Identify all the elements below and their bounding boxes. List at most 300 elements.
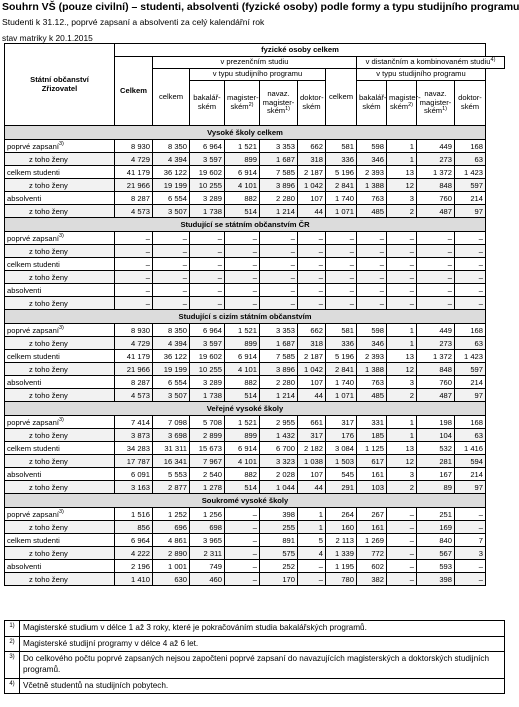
table-cell: 169 — [417, 521, 455, 534]
table-row — [5, 297, 505, 310]
table-cell: 760 — [417, 376, 455, 389]
table-cell: 7 — [455, 534, 486, 547]
row-label: celkem studenti — [5, 442, 115, 455]
table-cell: 4 101 — [225, 363, 260, 376]
table-row — [5, 205, 505, 218]
table-cell: 449 — [417, 140, 455, 153]
row-label: poprvé zapsaní$^{3)}$ — [5, 416, 115, 429]
table-row — [5, 284, 505, 297]
table-row — [5, 153, 505, 166]
table-cell: 264 — [326, 508, 357, 521]
table-cell: – — [225, 245, 260, 258]
table-cell: 2 — [387, 205, 417, 218]
table-cell: 1 252 — [153, 508, 190, 521]
row-label: celkem studenti — [5, 534, 115, 547]
table-cell: – — [260, 284, 298, 297]
table-cell: 1 388 — [357, 363, 387, 376]
table-cell: 2 187 — [298, 350, 326, 363]
table-cell: 4 573 — [115, 205, 153, 218]
table-cell: 3 084 — [326, 442, 357, 455]
table-cell: – — [326, 297, 357, 310]
row-label: celkem studenti — [5, 258, 115, 271]
table-cell: 3 896 — [260, 179, 298, 192]
table-cell: 19 199 — [153, 363, 190, 376]
table-cell: 581 — [326, 140, 357, 153]
table-cell: 318 — [298, 337, 326, 350]
table-cell: – — [326, 284, 357, 297]
header-col-distancni-3: navaz. magister-ském$^{1)}$ — [417, 81, 455, 126]
table-cell: 760 — [417, 192, 455, 205]
table-cell: 3 965 — [190, 534, 225, 547]
row-label: z toho ženy — [5, 297, 115, 310]
table-cell: 4 394 — [153, 337, 190, 350]
table-cell: 44 — [298, 481, 326, 494]
table-cell: – — [225, 560, 260, 573]
table-cell: 514 — [225, 481, 260, 494]
header-fyzicke-osoby: fyzické osoby celkem — [115, 44, 486, 57]
table-cell: 3 353 — [260, 140, 298, 153]
table-cell: 1 516 — [115, 508, 153, 521]
table-cell: 6 554 — [153, 376, 190, 389]
table-row — [5, 350, 505, 363]
table-cell: – — [417, 232, 455, 245]
table-cell: 7 414 — [115, 416, 153, 429]
table-cell: 185 — [357, 429, 387, 442]
table-cell: 336 — [326, 337, 357, 350]
table-row — [5, 271, 505, 284]
table-cell: 41 179 — [115, 350, 153, 363]
row-label: poprvé zapsaní$^{3)}$ — [5, 324, 115, 337]
table-cell: 7 585 — [260, 166, 298, 179]
table-cell: 1 — [387, 140, 417, 153]
table-cell: – — [455, 271, 486, 284]
table-cell: 696 — [153, 521, 190, 534]
table-cell: – — [115, 232, 153, 245]
table-cell: – — [190, 271, 225, 284]
table-cell: 252 — [260, 560, 298, 573]
table-row — [5, 416, 505, 429]
table-cell: 2 877 — [153, 481, 190, 494]
table-cell: 331 — [357, 416, 387, 429]
row-label: z toho ženy — [5, 547, 115, 560]
table-cell: – — [357, 245, 387, 258]
table-row — [5, 258, 505, 271]
table-cell: 882 — [225, 192, 260, 205]
footnote-row — [5, 636, 505, 652]
table-cell: – — [190, 232, 225, 245]
table-cell: 1 278 — [190, 481, 225, 494]
table-cell: 4 101 — [225, 455, 260, 468]
table-cell: 281 — [417, 455, 455, 468]
table-cell: 3 163 — [115, 481, 153, 494]
section-row — [5, 402, 505, 416]
table-cell: 12 — [387, 363, 417, 376]
table-cell: 1 269 — [357, 534, 387, 547]
table-cell: 346 — [357, 337, 387, 350]
table-cell: – — [225, 232, 260, 245]
table-cell: 2 899 — [190, 429, 225, 442]
table-row — [5, 337, 505, 350]
table-cell: 3 597 — [190, 153, 225, 166]
row-label: z toho ženy — [5, 481, 115, 494]
table-cell: 4 573 — [115, 389, 153, 402]
table-cell: 2 393 — [357, 166, 387, 179]
header-col-distancni-4: doktor-ském — [455, 81, 486, 126]
table-cell: – — [455, 573, 486, 586]
table-cell: 698 — [190, 521, 225, 534]
table-cell: 1 372 — [417, 166, 455, 179]
table-cell: 891 — [260, 534, 298, 547]
table-cell: – — [190, 297, 225, 310]
table-cell: 107 — [298, 468, 326, 481]
table-cell: 4 729 — [115, 337, 153, 350]
table-row — [5, 192, 505, 205]
footnote-ref: 3) — [58, 508, 64, 515]
table-cell: – — [298, 258, 326, 271]
table-cell: 882 — [225, 468, 260, 481]
header-prezencni: v prezenčním studiu — [153, 57, 357, 69]
table-cell: 1 410 — [115, 573, 153, 586]
table-cell: – — [417, 245, 455, 258]
table-cell: 3 — [387, 192, 417, 205]
table-cell: 763 — [357, 376, 387, 389]
table-cell: 1 521 — [225, 416, 260, 429]
table-cell: – — [260, 258, 298, 271]
table-cell: 21 966 — [115, 363, 153, 376]
table-cell: 255 — [260, 521, 298, 534]
data-state-date: stav matriky k 20.1.2015 — [2, 33, 93, 43]
table-cell: 487 — [417, 389, 455, 402]
footnote-ref: 2) — [248, 102, 254, 108]
table-cell: 317 — [326, 416, 357, 429]
table-cell: 3 873 — [115, 429, 153, 442]
footnote-number: 3) — [5, 652, 20, 678]
table-cell: 251 — [417, 508, 455, 521]
row-label-header — [5, 44, 115, 126]
footnote-number: 2) — [5, 636, 20, 652]
table-cell: 4 — [298, 547, 326, 560]
footnote-ref: 1) — [442, 106, 448, 113]
table-cell: 1 071 — [326, 389, 357, 402]
table-cell: 514 — [225, 205, 260, 218]
row-label: celkem studenti — [5, 350, 115, 363]
table-cell: 10 255 — [190, 179, 225, 192]
table-cell: – — [455, 245, 486, 258]
table-cell: 581 — [326, 324, 357, 337]
header-col-prezencni-3: navaz. magister-ském$^{1)}$ — [260, 81, 298, 126]
table-cell: – — [115, 258, 153, 271]
table-cell: 662 — [298, 324, 326, 337]
table-cell: 36 122 — [153, 350, 190, 363]
table-cell: 597 — [455, 179, 486, 192]
table-cell: 617 — [357, 455, 387, 468]
table-cell: 882 — [225, 376, 260, 389]
table-cell: 6 914 — [225, 166, 260, 179]
table-row — [5, 481, 505, 494]
table-cell: 8 930 — [115, 324, 153, 337]
table-cell: – — [417, 284, 455, 297]
row-label: z toho ženy — [5, 153, 115, 166]
table-cell: – — [115, 297, 153, 310]
table-cell: 5 708 — [190, 416, 225, 429]
table-cell: – — [455, 560, 486, 573]
footnote-row — [5, 621, 505, 637]
table-cell: 273 — [417, 337, 455, 350]
header-col-prezencni-2: magister-ském$^{2)}$ — [225, 81, 260, 126]
table-cell: – — [357, 232, 387, 245]
table-cell: 1 — [387, 153, 417, 166]
table-cell: 63 — [455, 153, 486, 166]
table-cell: 7 098 — [153, 416, 190, 429]
table-cell: – — [326, 271, 357, 284]
footnote-ref: 4) — [490, 57, 496, 64]
section-row — [5, 218, 505, 232]
row-label: z toho ženy — [5, 271, 115, 284]
table-cell: 2 393 — [357, 350, 387, 363]
table-cell: 899 — [225, 153, 260, 166]
table-cell: 21 966 — [115, 179, 153, 192]
table-cell: 3 698 — [153, 429, 190, 442]
table-cell: 8 350 — [153, 140, 190, 153]
table-cell: 1 — [298, 508, 326, 521]
table-cell: 1 388 — [357, 179, 387, 192]
table-row — [5, 442, 505, 455]
table-cell: – — [387, 245, 417, 258]
table-cell: 848 — [417, 363, 455, 376]
table-cell: – — [357, 284, 387, 297]
table-cell: 291 — [326, 481, 357, 494]
footnote-ref: 3) — [58, 140, 64, 147]
header-col-distancni-1: bakalář-ském — [357, 81, 387, 126]
table-cell: 749 — [190, 560, 225, 573]
table-row — [5, 140, 505, 153]
table-cell: 34 283 — [115, 442, 153, 455]
table-cell: 1 071 — [326, 205, 357, 218]
row-label: z toho ženy — [5, 455, 115, 468]
table-cell: – — [153, 297, 190, 310]
table-cell: 16 341 — [153, 455, 190, 468]
table-cell: 545 — [326, 468, 357, 481]
table-cell: 8 930 — [115, 140, 153, 153]
table-cell: – — [225, 271, 260, 284]
table-cell: 1 432 — [260, 429, 298, 442]
table-cell: 1 — [387, 337, 417, 350]
table-cell: 487 — [417, 205, 455, 218]
table-cell: 382 — [357, 573, 387, 586]
table-cell: 575 — [260, 547, 298, 560]
table-cell: 1 738 — [190, 205, 225, 218]
header-prezencni-celkem: celkem — [153, 69, 190, 126]
table-cell: 2 113 — [326, 534, 357, 547]
table-cell: 6 700 — [260, 442, 298, 455]
table-cell: 44 — [298, 205, 326, 218]
row-label: z toho ženy — [5, 389, 115, 402]
table-cell: 31 311 — [153, 442, 190, 455]
table-cell: – — [387, 573, 417, 586]
table-cell: 840 — [417, 534, 455, 547]
table-cell: 2 028 — [260, 468, 298, 481]
table-cell: 97 — [455, 481, 486, 494]
table-cell: – — [225, 573, 260, 586]
table-cell: 1 372 — [417, 350, 455, 363]
header-col-distancni-2: magister-ském$^{2)}$ — [387, 81, 417, 126]
table-cell: – — [190, 245, 225, 258]
table-cell: 2 311 — [190, 547, 225, 560]
table-cell: 5 — [298, 534, 326, 547]
table-cell: 4 394 — [153, 153, 190, 166]
table-cell: 107 — [298, 192, 326, 205]
table-cell: – — [357, 271, 387, 284]
table-cell: 3 — [387, 468, 417, 481]
table-cell: 8 287 — [115, 376, 153, 389]
table-cell: 161 — [357, 468, 387, 481]
table-cell: – — [387, 560, 417, 573]
table-cell: 1 423 — [455, 166, 486, 179]
table-cell: 3 507 — [153, 205, 190, 218]
table-cell: 6 964 — [115, 534, 153, 547]
table-cell: 1 001 — [153, 560, 190, 573]
table-cell: 176 — [326, 429, 357, 442]
table-cell: – — [115, 271, 153, 284]
table-cell: 856 — [115, 521, 153, 534]
table-cell: 6 091 — [115, 468, 153, 481]
table-cell: – — [326, 245, 357, 258]
table-cell: 1 — [387, 416, 417, 429]
section-title: Vysoké školy celkem — [5, 126, 486, 140]
row-label: absolventi — [5, 468, 115, 481]
row-label: z toho ženy — [5, 363, 115, 376]
table-cell: 532 — [417, 442, 455, 455]
table-cell: 198 — [417, 416, 455, 429]
table-cell: 1 125 — [357, 442, 387, 455]
table-cell: 2 280 — [260, 376, 298, 389]
table-cell: 4 222 — [115, 547, 153, 560]
table-row — [5, 508, 505, 521]
table-cell: 2 — [387, 389, 417, 402]
table-cell: – — [115, 284, 153, 297]
table-cell: – — [225, 508, 260, 521]
table-cell: 398 — [417, 573, 455, 586]
table-cell: – — [417, 271, 455, 284]
table-cell: – — [298, 271, 326, 284]
table-cell: 19 602 — [190, 350, 225, 363]
row-label: z toho ženy — [5, 337, 115, 350]
table-cell: 89 — [417, 481, 455, 494]
table-cell: 3 597 — [190, 337, 225, 350]
table-cell: – — [298, 297, 326, 310]
row-label: poprvé zapsaní$^{3)}$ — [5, 508, 115, 521]
header-distancni-typ: v typu studijního programu — [357, 69, 486, 81]
table-cell: – — [153, 284, 190, 297]
table-row — [5, 468, 505, 481]
table-cell: 6 554 — [153, 192, 190, 205]
table-cell: 1 423 — [455, 350, 486, 363]
page-title: Souhrn VŠ (pouze civilní) – studenti, absolventi (fyzické osoby) podle formy a typu studijního programu — [2, 1, 519, 13]
table-cell: 5 196 — [326, 350, 357, 363]
table-cell: 2 841 — [326, 363, 357, 376]
table-cell: 598 — [357, 140, 387, 153]
table-cell: 6 914 — [225, 350, 260, 363]
table-cell: 63 — [455, 429, 486, 442]
table-cell: 602 — [357, 560, 387, 573]
table-cell: 318 — [298, 153, 326, 166]
table-cell: 662 — [298, 140, 326, 153]
section-title: Veřejné vysoké školy — [5, 402, 486, 416]
table-cell: 1 521 — [225, 324, 260, 337]
table-cell: 3 323 — [260, 455, 298, 468]
table-cell: 168 — [455, 324, 486, 337]
table-cell: – — [417, 258, 455, 271]
table-cell: – — [455, 232, 486, 245]
table-cell: – — [326, 258, 357, 271]
table-cell: – — [298, 573, 326, 586]
table-row — [5, 547, 505, 560]
table-cell: 12 — [387, 179, 417, 192]
table-cell: 598 — [357, 324, 387, 337]
footnote-ref: 3) — [58, 416, 64, 423]
section-row — [5, 494, 505, 508]
table-cell: 4 729 — [115, 153, 153, 166]
table-cell: 170 — [260, 573, 298, 586]
table-cell: – — [387, 508, 417, 521]
table-cell: 7 967 — [190, 455, 225, 468]
table-cell: 1 687 — [260, 337, 298, 350]
table-cell: 44 — [298, 389, 326, 402]
row-label: z toho ženy — [5, 521, 115, 534]
section-row — [5, 126, 505, 140]
table-cell: 449 — [417, 324, 455, 337]
table-cell: 167 — [417, 468, 455, 481]
footnote-ref: 2) — [408, 102, 414, 108]
table-cell: – — [260, 232, 298, 245]
table-cell: – — [225, 521, 260, 534]
table-cell: – — [455, 284, 486, 297]
table-cell: 36 122 — [153, 166, 190, 179]
table-cell: 485 — [357, 205, 387, 218]
table-cell: – — [298, 245, 326, 258]
table-cell: – — [387, 297, 417, 310]
header-celkem: Celkem — [115, 57, 153, 126]
table-cell: 104 — [417, 429, 455, 442]
footnote-text: Do celkového počtu poprvé zapsaných nejsou započteni poprvé zapsaní do navazujících magisterských a doktorských studijních programů. — [20, 652, 505, 678]
row-label: absolventi — [5, 284, 115, 297]
table-row — [5, 232, 505, 245]
table-cell: 3 507 — [153, 389, 190, 402]
footnote-text: Magisterské studijní programy v délce 4 až 6 let. — [20, 636, 505, 652]
table-cell: – — [455, 508, 486, 521]
table-cell: – — [225, 297, 260, 310]
table-cell: 7 585 — [260, 350, 298, 363]
page-subtitle: Studenti k 31.12., poprvé zapsaní a absolventi za celý kalendářní rok — [2, 17, 265, 27]
table-cell: 15 673 — [190, 442, 225, 455]
table-cell: 97 — [455, 389, 486, 402]
table-cell: 1 195 — [326, 560, 357, 573]
table-cell: – — [260, 271, 298, 284]
table-cell: 594 — [455, 455, 486, 468]
table-cell: 10 255 — [190, 363, 225, 376]
table-row — [5, 534, 505, 547]
table-cell: 567 — [417, 547, 455, 560]
row-label: absolventi — [5, 192, 115, 205]
table-cell: – — [153, 271, 190, 284]
table-cell: 214 — [455, 192, 486, 205]
table-cell: – — [387, 232, 417, 245]
table-row — [5, 324, 505, 337]
table-cell: – — [190, 284, 225, 297]
table-cell: – — [225, 258, 260, 271]
table-cell: – — [153, 245, 190, 258]
table-cell: – — [387, 521, 417, 534]
